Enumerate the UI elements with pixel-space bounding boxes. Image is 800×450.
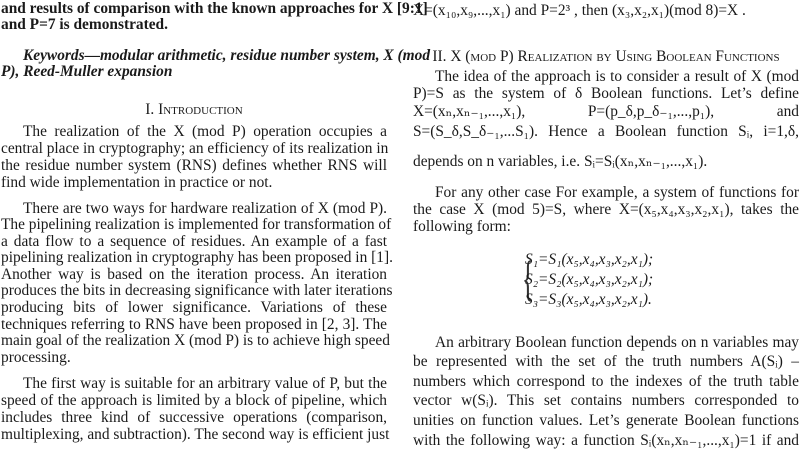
paragraph-line: following form: (413, 218, 511, 235)
paragraph-line: with the following way: a function Sᵢ(xₙ,xₙ₋₁,...,x₁)=1 if and (413, 432, 799, 449)
paragraph-line: processing. (1, 349, 71, 366)
paragraph-line: X=(xₙ,xₙ₋₁,...,x₁), P=(p_δ,p_δ₋₁,...,p₁), and (413, 103, 799, 120)
equation-system-line: S₁=S₁(x₅,x₄,x₃,x₂,x₁); (525, 251, 654, 268)
paragraph-line: The first way is suitable for an arbitrary value of P, but the (23, 375, 387, 392)
right-column (413, 0, 799, 450)
paragraph-line: producing bits of lower significance. Variations of these (1, 299, 387, 316)
paragraph-line: multiplexing, and subtraction). The second way is efficient just (1, 426, 390, 443)
keywords-line: Keywords—modular arithmetic, residue number system, X (mod (23, 47, 431, 64)
paragraph-line: numbers which correspond to the indexes of the truth table (413, 373, 799, 390)
paragraph-line: depends on n variables, i.e. Sᵢ=Sᵢ(xₙ,xₙ₋₁,...,x₁). (413, 153, 708, 170)
abstract-line: and results of comparison with the known approaches for X [9:1] (1, 0, 428, 17)
paragraph-line: S=(S_δ,S_δ₋₁,...S₁). Hence a Boolean function Sᵢ, i=1,δ, (413, 123, 799, 140)
paragraph-line: speed of the approach is limited by a block of pipeline, which (1, 392, 387, 409)
paragraph-line: produces the bits in decreasing significance with later iterations (1, 282, 393, 299)
equation-system-line: S₃=S₃(x₅,x₄,x₃,x₂,x₁). (525, 291, 652, 308)
equation-line: X=(x₁₀,x₉,...,x₁) and P=2³ , then (x₃,x₂,x₁)(mod 8)=X . (413, 2, 746, 19)
paragraph-line: the case X (mod 5)=S, where X=(x₅,x₄,x₃,x₂,x₁), takes the (413, 201, 799, 218)
section-heading-boolean-functions: II. X (mod P) Realization by Using Boolean Functions (432, 48, 780, 65)
paragraph-line: techniques referring to RNS have been proposed in [2, 3]. The (1, 316, 387, 333)
paragraph-line: The realization of the X (mod P) operation occupies a (23, 123, 387, 140)
paragraph-line: pipelining realization in cryptography has been proposed in [1]. (1, 249, 393, 266)
paragraph-line: be represented with the set of the truth numbers A(Sᵢ) – (413, 353, 799, 370)
paragraph-line: There are two ways for hardware realization of X (mod P). (23, 200, 387, 217)
paragraph-line: Another way is based on the iteration process. An iteration (1, 266, 387, 283)
left-column (1, 0, 431, 450)
keywords-line: P), Reed-Muller expansion (1, 63, 173, 80)
paragraph-line: For any other case For example, a system of functions for (435, 184, 799, 201)
paragraph-line: find wide implementation in practice or not. (1, 174, 273, 191)
abstract-line: and P=7 is demonstrated. (1, 16, 168, 33)
paragraph-line: includes three kind of successive operations (comparison, (1, 409, 387, 426)
equation-system-line: S₂=S₂(x₅,x₄,x₃,x₂,x₁); (525, 271, 654, 288)
paragraph-line: The idea of the approach is to consider a result of X (mod (435, 68, 799, 85)
paragraph-line: main goal of the realization X (mod P) is to achieve high speed (1, 332, 390, 349)
paragraph-line: the residue number system (RNS) defines whether RNS will (1, 157, 387, 174)
paragraph-line: central place in cryptography; an efficiency of its realization in (1, 140, 389, 157)
paragraph-line: An arbitrary Boolean function depends on n variables may (435, 334, 799, 351)
paragraph-line: a data flow to a sequence of residues. An example of a fast (1, 233, 387, 250)
paragraph-line: P)=S as the system of δ Boolean functions. Let’s define (413, 85, 799, 102)
section-heading-introduction: I. Introduction (145, 101, 243, 118)
paragraph-line: unities on function values. Let’s generate Boolean functions (413, 412, 799, 429)
equation-system-brace: { (522, 250, 534, 306)
paragraph-line: vector w(Sᵢ). This set contains numbers corresponded to (413, 392, 799, 409)
paragraph-line: The pipelining realization is implemented for transformation of (1, 216, 392, 233)
